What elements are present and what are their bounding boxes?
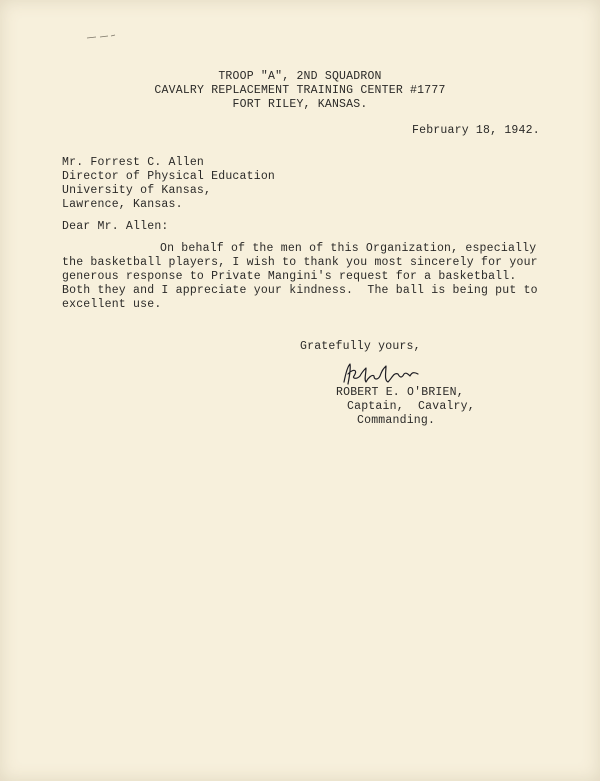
letter-date: February 18, 1942. [412, 124, 540, 137]
recipient-city: Lawrence, Kansas. [62, 198, 183, 211]
signer-name: ROBERT E. O'BRIEN, [336, 386, 464, 399]
body-line: excellent use. [62, 298, 162, 311]
body-line: On behalf of the men of this Organization, especially [160, 242, 537, 255]
signature-icon [340, 360, 422, 388]
body-line: Both they and I appreciate your kindness. The ball is being put to [62, 284, 538, 297]
letterhead-location: FORT RILEY, KANSAS. [232, 98, 368, 111]
closing: Gratefully yours, [300, 340, 421, 353]
signer-rank: Captain, Cavalry, [347, 400, 475, 413]
letterhead-center: CAVALRY REPLACEMENT TRAINING CENTER #1777 [154, 84, 446, 97]
recipient-title: Director of Physical Education [62, 170, 276, 183]
recipient-name: Mr. Forrest C. Allen [62, 156, 205, 169]
body-line: the basketball players, I wish to thank you most sincerely for your [62, 256, 538, 269]
salutation: Dear Mr. Allen: [62, 220, 169, 233]
body-line: generous response to Private Mangini's request for a basketball. [62, 270, 517, 283]
recipient-institution: University of Kansas, [62, 184, 212, 197]
pencil-mark-icon [86, 34, 116, 40]
signer-role: Commanding. [357, 414, 436, 427]
letterhead-troop: TROOP "A", 2ND SQUADRON [218, 70, 382, 83]
